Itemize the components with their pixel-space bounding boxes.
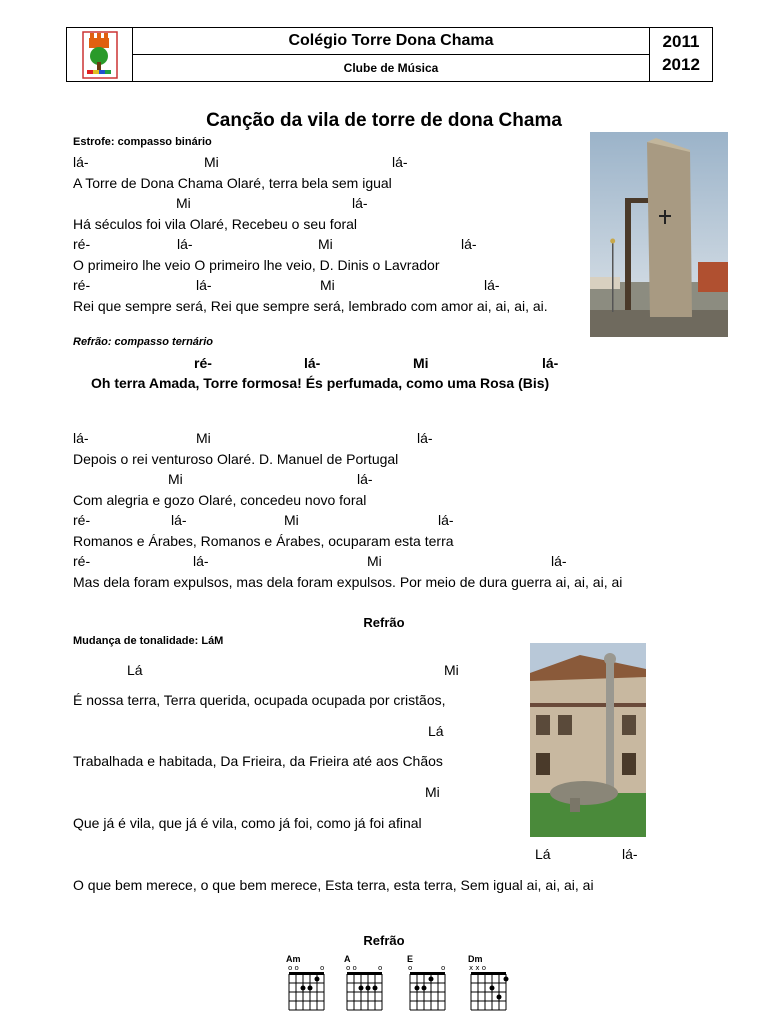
svg-text:o o: o o: [288, 964, 299, 972]
verse1-label: Estrofe: compasso binário: [73, 136, 212, 148]
song-title: Canção da vila de torre de dona Chama: [206, 110, 562, 131]
chord-line: lá-: [304, 355, 321, 371]
lyric-line: Romanos e Árabes, Romanos e Árabes, ocuparam esta terra: [73, 533, 454, 549]
header-table: [66, 27, 713, 82]
school-logo: [67, 28, 133, 81]
lyric-line: Depois o rei venturoso Olaré. D. Manuel de Portugal: [73, 451, 399, 467]
svg-text:o: o: [320, 964, 325, 972]
chord-diagram-dm: [468, 954, 512, 1014]
chord-line: Mi: [318, 236, 333, 252]
chord-line: ré-: [194, 355, 212, 371]
chord-line: Mi: [204, 154, 219, 170]
chord-line: ré-: [73, 512, 91, 528]
chord-line: ré-: [73, 277, 91, 293]
chord-line: Lá: [127, 662, 143, 678]
chord-line: Mi: [367, 553, 382, 569]
svg-text:x x o: x x o: [469, 964, 487, 972]
chord-diagram-a: [344, 954, 388, 1014]
chord-line: lá-: [73, 154, 89, 170]
chord-diagram-am: [286, 954, 330, 1014]
chord-line: Lá: [428, 723, 444, 739]
chord-line: Mi: [176, 195, 191, 211]
lyric-line: Trabalhada e habitada, Da Frieira, da Frieira até aos Chãos: [73, 753, 443, 769]
refrain-repeat-label: Refrão: [363, 933, 405, 948]
lyric-line: Há séculos foi vila Olaré, Recebeu o seu foral: [73, 216, 358, 232]
refrain-repeat-label: Refrão: [363, 615, 405, 630]
year-start: 2011: [662, 32, 700, 51]
chord-line: Mi: [425, 784, 440, 800]
chord-line: Mi: [444, 662, 459, 678]
chord-line: lá-: [461, 236, 477, 252]
refrain-label: Refrão: compasso ternário: [73, 336, 213, 348]
chord-line: Lá: [535, 846, 551, 862]
chord-line: Mi: [284, 512, 299, 528]
lyric-line: Com alegria e gozo Olaré, concedeu novo foral: [73, 492, 367, 508]
chord-line: lá-: [357, 471, 373, 487]
chord-line: lá-: [352, 195, 368, 211]
chord-line: lá-: [193, 553, 209, 569]
refrain-line: Oh terra Amada, Torre formosa! És perfumada, como uma Rosa (Bis): [91, 375, 550, 391]
key-change-label: Mudança de tonalidade: LáM: [73, 635, 224, 647]
chord-line: ré-: [73, 553, 91, 569]
school-name: Colégio Torre Dona Chama: [133, 28, 649, 55]
svg-text:o: o: [441, 964, 446, 972]
chord-line: Mi: [196, 430, 211, 446]
lyric-line: Rei que sempre será, Rei que sempre será, lembrado com amor ai, ai, ai, ai.: [73, 298, 548, 314]
club-name: Clube de Música: [343, 61, 439, 75]
chord-line: Mi: [413, 355, 429, 371]
header-center: [133, 28, 650, 81]
year-end: 2012: [662, 55, 700, 74]
chord-line: lá-: [392, 154, 408, 170]
chord-line: lá-: [171, 512, 187, 528]
lyric-line: Mas dela foram expulsos, mas dela foram expulsos. Por meio de dura guerra ai, ai, ai, ai: [73, 574, 623, 590]
chord-line: lá-: [73, 430, 89, 446]
chord-name: Am: [286, 954, 301, 964]
chord-line: ré-: [73, 236, 91, 252]
chord-diagram-e: [407, 954, 451, 1014]
svg-text:o o: o o: [346, 964, 357, 972]
lyric-line: É nossa terra, Terra querida, ocupada ocupada por cristãos,: [73, 692, 446, 708]
svg-text:o: o: [378, 964, 383, 972]
lyric-line: Que já é vila, que já é vila, como já foi, como já foi afinal: [73, 815, 422, 831]
chord-line: lá-: [177, 236, 193, 252]
chord-line: lá-: [438, 512, 454, 528]
lyric-line: O primeiro lhe veio O primeiro lhe veio, D. Dinis o Lavrador: [73, 257, 440, 273]
chord-name: A: [344, 954, 351, 964]
chord-line: lá-: [542, 355, 559, 371]
tower-photo: [590, 132, 728, 337]
school-years: [650, 30, 712, 76]
chord-line: lá-: [622, 846, 638, 862]
village-photo: [530, 643, 646, 837]
chord-line: lá-: [551, 553, 567, 569]
lyric-line: A Torre de Dona Chama Olaré, terra bela sem igual: [73, 175, 392, 191]
chord-line: lá-: [417, 430, 433, 446]
chord-name: Dm: [468, 954, 483, 964]
chord-line: lá-: [484, 277, 500, 293]
lyric-line: O que bem merece, o que bem merece, Esta terra, esta terra, Sem igual ai, ai, ai, ai: [73, 877, 594, 893]
chord-line: Mi: [320, 277, 335, 293]
chord-name: E: [407, 954, 414, 964]
svg-text:o: o: [408, 964, 413, 972]
chord-line: Mi: [168, 471, 183, 487]
chord-line: lá-: [196, 277, 212, 293]
